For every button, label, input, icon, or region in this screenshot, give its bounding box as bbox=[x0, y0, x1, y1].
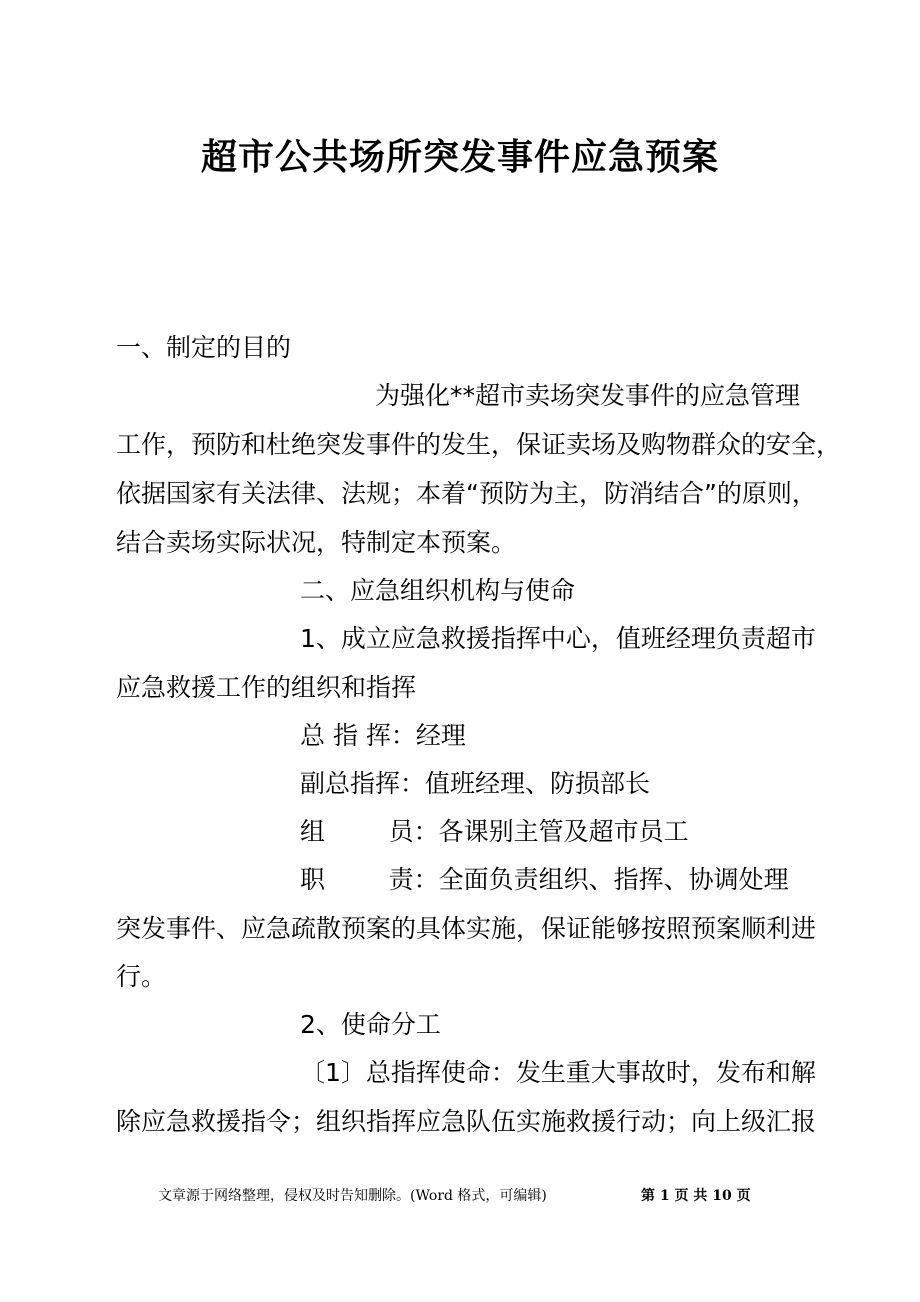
document-title: 超市公共场所突发事件应急预案 bbox=[200, 136, 719, 178]
role-line-deputy: 副总指挥：值班经理、防损部长 bbox=[300, 769, 651, 798]
section-heading-purpose: 一、制定的目的 bbox=[116, 333, 292, 362]
paragraph-line: 为强化**超市卖场突发事件的应急管理 bbox=[375, 381, 801, 410]
paragraph-line: 〔1〕总指挥使命：发生重大事故时，发布和解 bbox=[300, 1058, 816, 1087]
paragraph-line: 除应急救援指令；组织指挥应急队伍实施救援行动；向上级汇报 bbox=[116, 1107, 817, 1136]
paragraph-line: 应急救援工作的组织和指挥 bbox=[116, 673, 417, 702]
paragraph-line: 行。 bbox=[116, 962, 167, 991]
paragraph-line: 结合卖场实际状况，特制定本预案。 bbox=[116, 528, 517, 557]
role-line-duties: 职 责：全面负责组织、指挥、协调处理 bbox=[300, 865, 789, 894]
paragraph-line: 1、成立应急救援指挥中心，值班经理负责超市 bbox=[300, 624, 816, 653]
role-line-commander: 总 指 挥：经理 bbox=[300, 721, 466, 750]
paragraph-line: 突发事件、应急疏散预案的具体实施，保证能够按照预案顺利进 bbox=[116, 914, 817, 943]
paragraph-line: 工作，预防和杜绝突发事件的发生，保证卖场及购物群众的安全， bbox=[116, 430, 842, 459]
subsection-heading-division: 2、使命分工 bbox=[300, 1010, 441, 1039]
role-line-members: 组 员：各课别主管及超市员工 bbox=[300, 817, 689, 846]
footer-page-number: 第 1 页 共 10 页 bbox=[641, 1188, 751, 1204]
paragraph-line: 依据国家有关法律、法规；本着“预防为主，防消结合”的原则， bbox=[116, 479, 817, 508]
footer-source-note: 文章源于网络整理，侵权及时告知删除。(Word 格式，可编辑) bbox=[158, 1188, 547, 1204]
section-heading-organization: 二、应急组织机构与使命 bbox=[300, 576, 576, 605]
